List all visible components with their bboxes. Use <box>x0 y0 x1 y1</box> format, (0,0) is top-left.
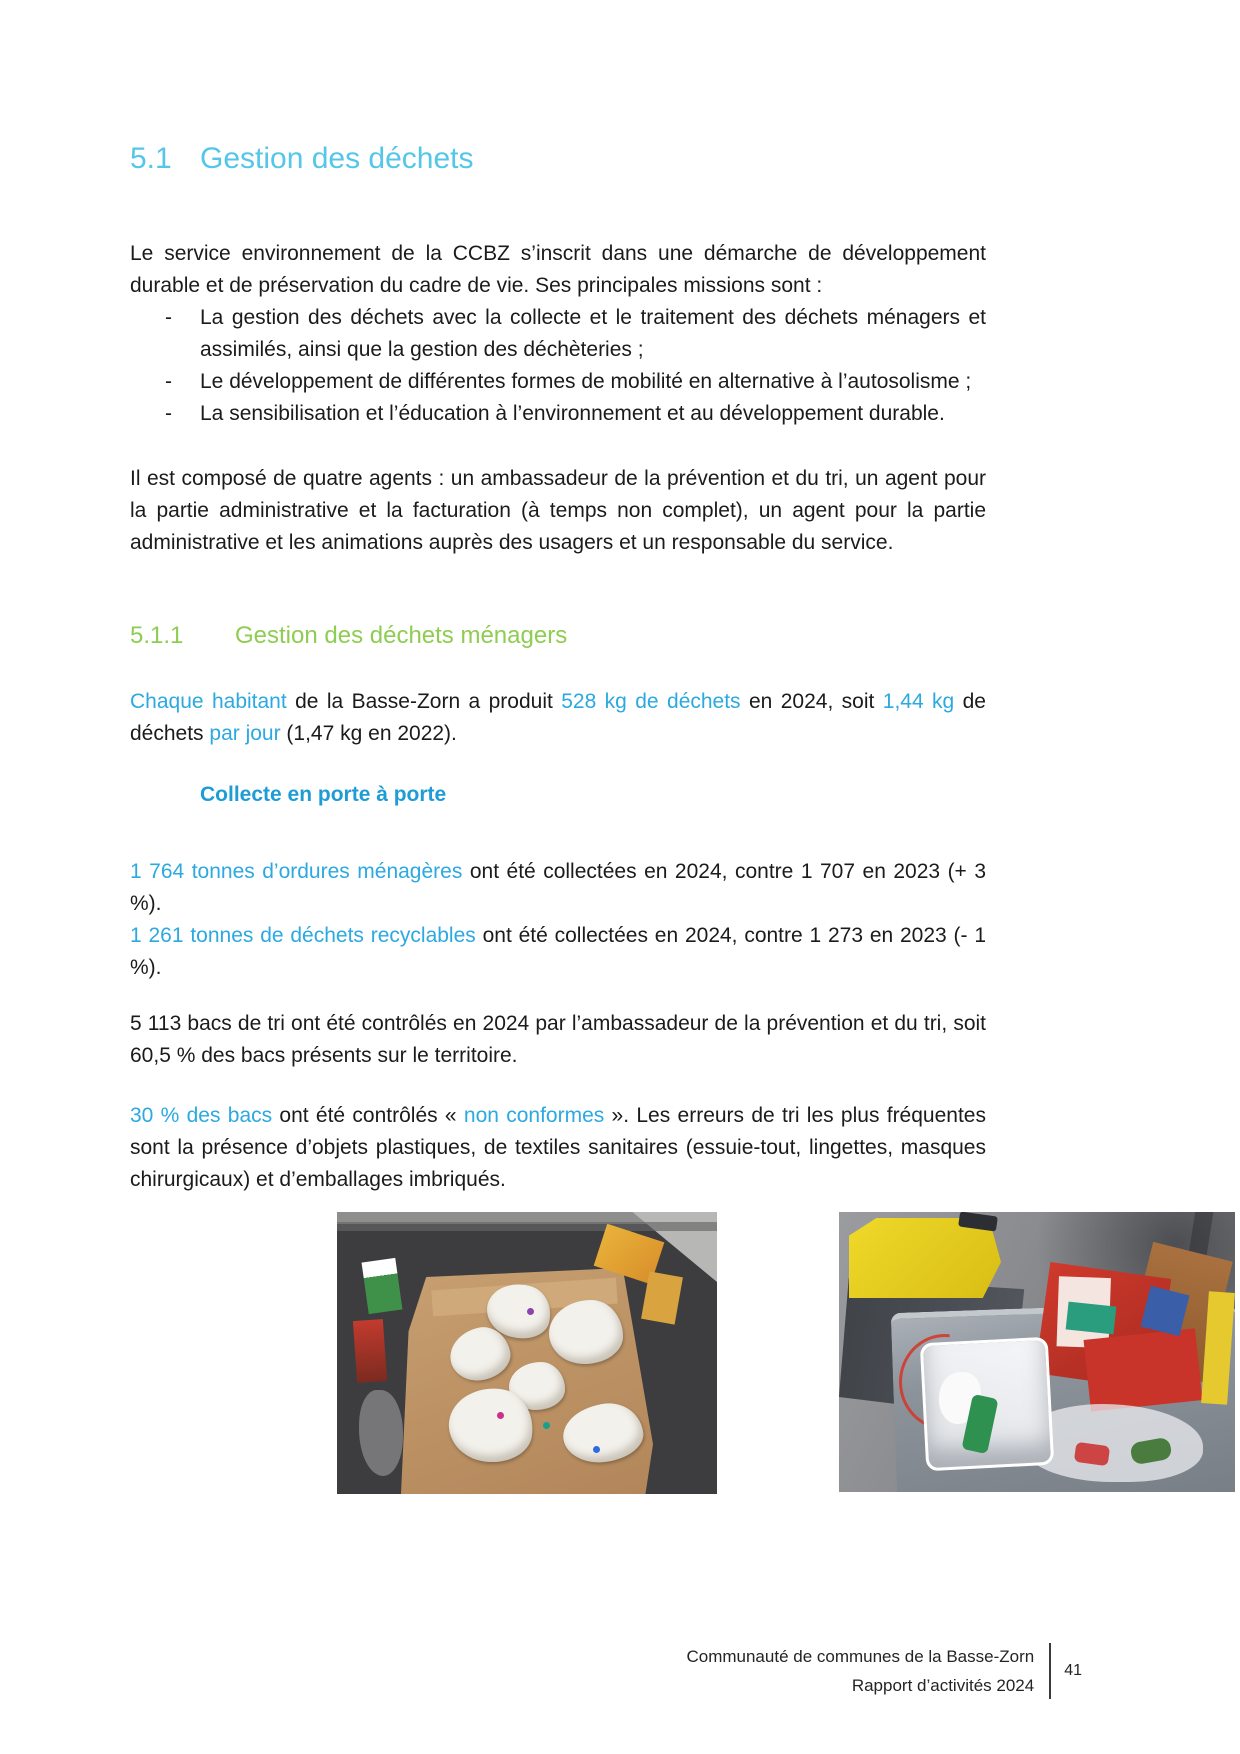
production-paragraph: Chaque habitant de la Basse-Zorn a produit 528 kg de déchets en 2024, soit 1,44 kg de déchets par jour (1,47 kg en 2022). <box>130 690 986 745</box>
photo-shape <box>549 1300 623 1364</box>
list-item-text: La gestion des déchets avec la collecte et le traitement des déchets ménagers et assimilés, ainsi que la gestion des déchèteries ; <box>200 306 986 361</box>
photo-shape <box>1084 1328 1203 1411</box>
list-item-text: La sensibilisation et l’éducation à l’environnement et au développement durable. <box>200 402 945 425</box>
photo-bin-with-tissues <box>337 1212 717 1494</box>
subsection-heading <box>130 619 1240 653</box>
list-item <box>130 366 986 398</box>
photo-shape <box>362 1258 403 1314</box>
collecte-subheading: Collecte en porte à porte <box>200 783 447 806</box>
subsection-title: Gestion des déchets ménagers <box>235 622 568 649</box>
page-footer <box>686 1642 1082 1700</box>
photo-shape <box>359 1390 403 1476</box>
intro-paragraph: Le service environnement de la CCBZ s’inscrit dans une démarche de développement durable et de préservation du cadre de vie. Ses principales missions sont : <box>130 242 986 297</box>
list-item <box>130 398 986 430</box>
photo-shape <box>527 1308 534 1315</box>
tonnage-recyclables-paragraph: 1 261 tonnes de déchets recyclables ont été collectées en 2024, contre 1 273 en 2023 (- 1 %). <box>130 924 986 979</box>
section-number: 5.1 <box>130 142 172 175</box>
photo-shape <box>543 1422 550 1429</box>
section-heading <box>130 141 1240 177</box>
photo-shape <box>593 1446 600 1453</box>
bullet-dash: - <box>165 306 172 329</box>
footer-org: Communauté de communes de la Basse-Zorn <box>686 1647 1035 1666</box>
photos-row <box>297 1196 1240 1510</box>
photo-shape <box>849 1218 1001 1298</box>
photo-shape <box>497 1412 504 1419</box>
section-title: Gestion des déchets <box>200 142 474 175</box>
bacs-paragraph: 5 113 bacs de tri ont été contrôlés en 2024 par l’ambassadeur de la prévention et du tri, soit 60,5 % des bacs présents sur le territoire. <box>130 1012 986 1067</box>
team-paragraph: Il est composé de quatre agents : un ambassadeur de la prévention et du tri, un agent pour la partie administrative et la facturation (à temps non complet), un agent pour la partie administrative et les animations auprès des usagers et un responsable du service. <box>130 467 986 554</box>
tonnage-om-paragraph: 1 764 tonnes d’ordures ménagères ont été collectées en 2024, contre 1 707 en 2023 (+ 3 %). <box>130 860 986 915</box>
list-item-text: Le développement de différentes formes de mobilité en alternative à l’autosolisme ; <box>200 370 972 393</box>
missions-list <box>130 302 1240 430</box>
footer-text <box>686 1642 1034 1700</box>
subsection-number: 5.1.1 <box>130 622 184 649</box>
photo-shape <box>641 1271 683 1324</box>
list-item <box>130 302 986 366</box>
footer-doc: Rapport d’activités 2024 <box>851 1676 1035 1695</box>
photo-recycling-bin <box>839 1212 1235 1492</box>
page-number: 41 <box>1064 1662 1082 1679</box>
photo-shape <box>1066 1302 1117 1335</box>
photo-shape <box>337 1222 717 1231</box>
photo-shape <box>353 1319 387 1383</box>
conformes-paragraph: 30 % des bacs ont été contrôlés « non conformes ». Les erreurs de tri les plus fréquentes sont la présence d’objets plastiques, de textiles sanitaires (essuie-tout, lingettes, masques chirurgicaux) et d’emballages imbriqués. <box>130 1104 986 1191</box>
footer-divider <box>1049 1643 1051 1699</box>
tonnage-block <box>130 856 1240 984</box>
bullet-dash: - <box>165 370 172 393</box>
bullet-dash: - <box>165 402 172 425</box>
